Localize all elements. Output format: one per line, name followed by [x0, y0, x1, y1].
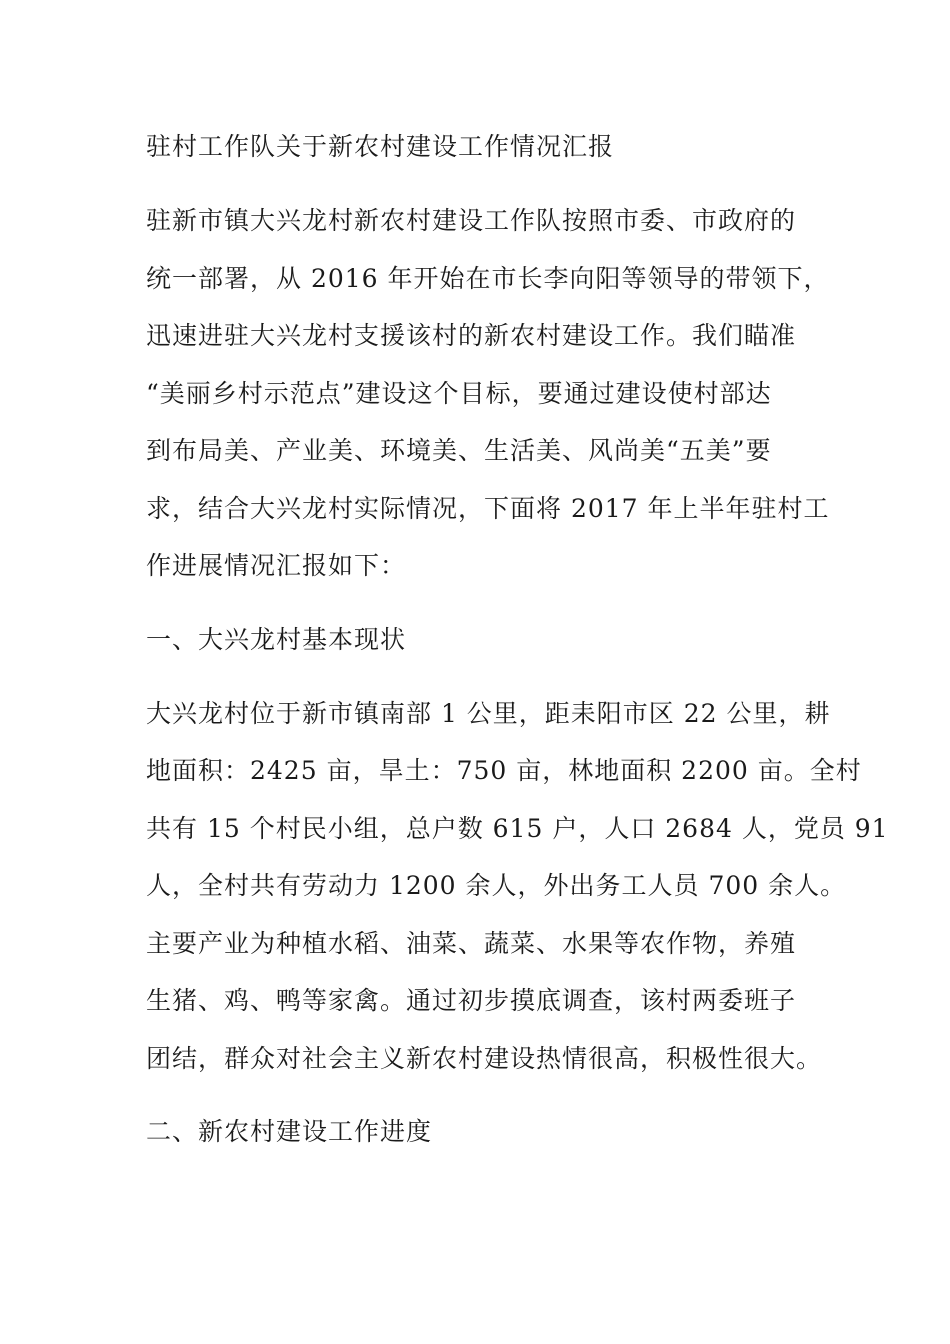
- section-1-line: 地面积：2425 亩，旱土：750 亩，林地面积 2200 亩。全村: [146, 756, 862, 785]
- intro-paragraph: [146, 192, 830, 595]
- intro-line: 迅速进驻大兴龙村支援该村的新农村建设工作。我们瞄准: [146, 321, 797, 350]
- section-1-line: 大兴龙村位于新市镇南部 1 公里，距耒阳市区 22 公里，耕: [146, 698, 831, 728]
- intro-line: 统一部署，从 2016 年开始在市长李向阳等领导的带领下，: [146, 263, 830, 293]
- intro-line: 驻新市镇大兴龙村新农村建设工作队按照市委、市政府的: [146, 206, 797, 235]
- intro-line: 到布局美、产业美、环境美、生活美、风尚美“五美”要: [146, 436, 772, 465]
- document-page: [146, 118, 889, 1177]
- section-1-line: 团结，群众对社会主义新农村建设热情很高，积极性很大。: [146, 1043, 823, 1073]
- section-1-line: 主要产业为种植水稻、油菜、蔬菜、水果等农作物，养殖: [146, 928, 797, 958]
- document-title: 驻村工作队关于新农村建设工作情况汇报: [146, 132, 615, 161]
- intro-line: 作进展情况汇报如下：: [146, 551, 407, 580]
- section-1-heading: 一、大兴龙村基本现状: [146, 624, 407, 654]
- section-1-line: 共有 15 个村民小组，总户数 615 户，人口 2684 人，党员 91: [146, 813, 889, 843]
- section-1-line: 生猪、鸡、鸭等家禽。通过初步摸底调查，该村两委班子: [146, 986, 797, 1015]
- intro-line: “美丽乡村示范点”建设这个目标，要通过建设使村部达: [146, 378, 772, 408]
- section-1-line: 人，全村共有劳动力 1200 余人，外出务工人员 700 余人。: [146, 871, 847, 900]
- intro-line: 求，结合大兴龙村实际情况，下面将 2017 年上半年驻村工: [146, 493, 830, 523]
- section-1-paragraph: [146, 685, 889, 1088]
- section-2-heading: 二、新农村建设工作进度: [146, 1117, 433, 1146]
